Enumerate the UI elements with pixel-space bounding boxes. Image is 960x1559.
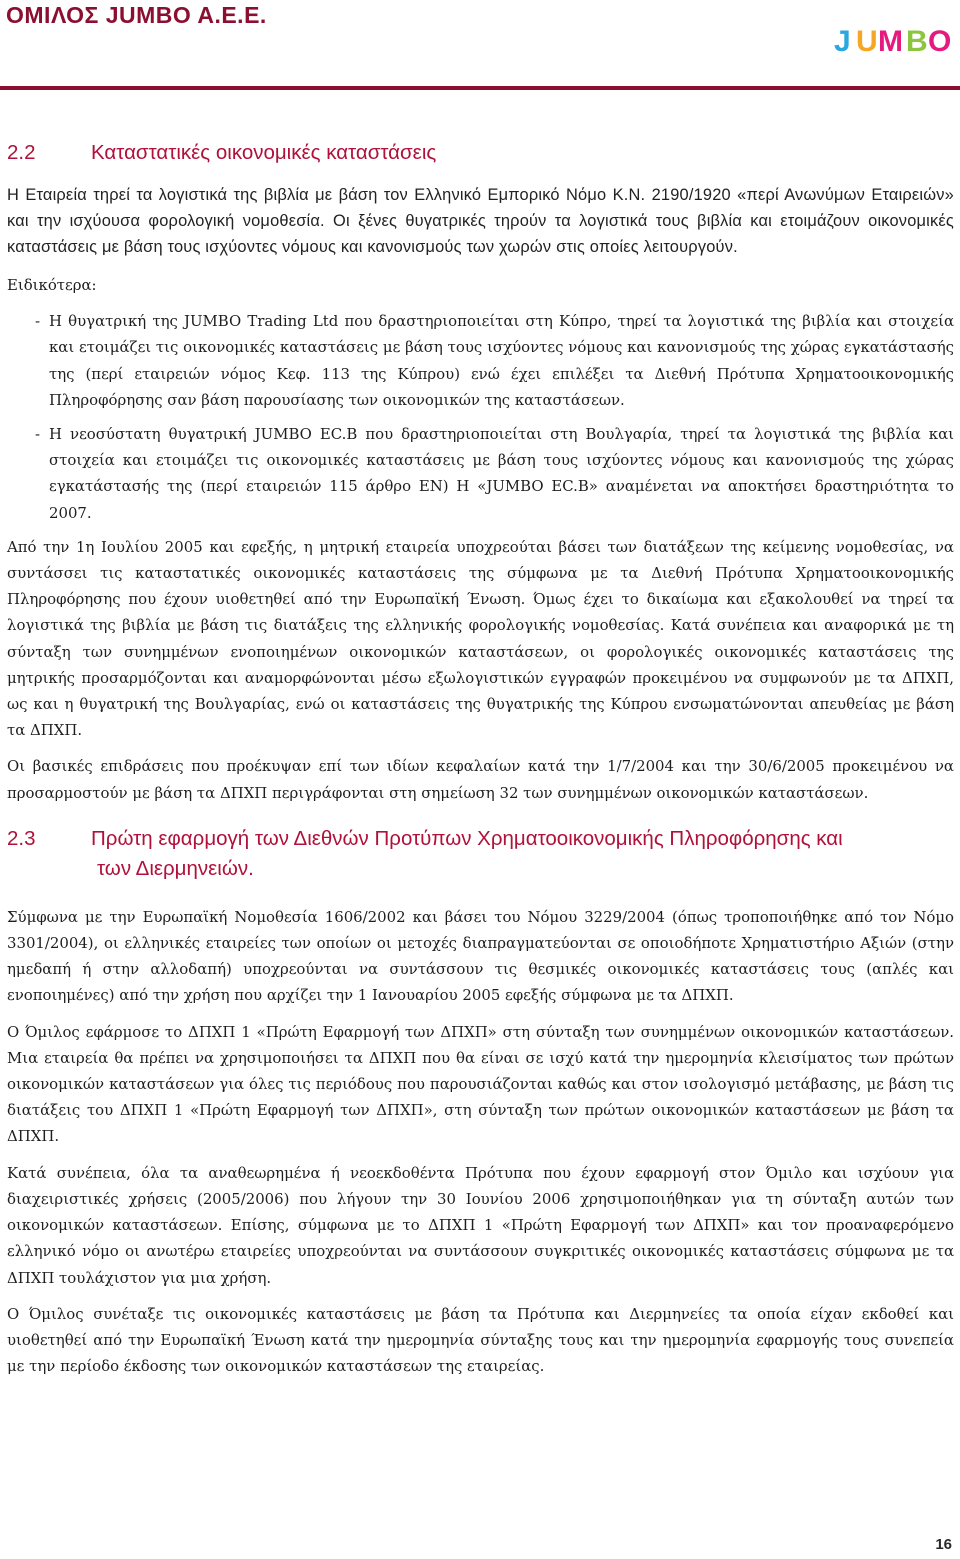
logo-letter-m: M: [878, 25, 903, 56]
paragraph-body: Κατά συνέπεια, όλα τα αναθεωρημένα ή νεοεκδοθέντα Πρότυπα που έχουν εφαρμογή στον Όμιλο και ισχύουν για διαχειριστικές χρήσεις (2005/2006) που λήγουν την 30 Ιουνίου 2006 χρησιμοποιήθηκαν για τη σύνταξη αυτών των οικονομικών καταστάσεων. Επίσης, σύμφωνα με το ΔΠΧΠ 1 «Πρώτη Εφαρμογή των ΔΠΧΠ» και τον προαναφερόμενο ελληνικό νόμο οι ανωτέρω εταιρείες υποχρεούνται να συντάσσουν συγκριτικές οικονομικές καταστάσεις σύμφωνα με τα ΔΠΧΠ τουλάχιστον για μια χρήση.: [7, 1163, 954, 1287]
paragraph-intro: Η Εταιρεία τηρεί τα λογιστικά της βιβλία με βάση τον Ελληνικό Εμπορικό Νόμο Κ.Ν. 2190/1920 «περί Ανωνύμων Εταιρειών» και την ισχύουσα φορολογική νομοθεσία. Οι ξένες θυγατρικές τηρούν τα λογιστικά τους βιβλία και ετοιμάζουν οικονομικές καταστάσεις με βάση τους ισχύοντες νόμους και κανονισμούς των χωρών στις οποίες λειτουργούν.: [7, 186, 954, 256]
bullet-item: [7, 421, 954, 526]
bullet-dash: -: [35, 425, 41, 444]
section-number: 2.2: [7, 141, 36, 164]
section-title: [91, 824, 954, 884]
company-name: ΟΜΙΛΟΣ JUMBO A.E.E.: [6, 2, 267, 28]
section-title-line-1: Πρώτη εφαρμογή των Διεθνών Προτύπων Χρηματοοικονομικής Πληροφόρησης και: [91, 826, 843, 850]
paragraph-specifically: Ειδικότερα:: [7, 276, 97, 294]
logo-letter-u: U: [856, 25, 878, 56]
bullet-item: [7, 308, 954, 413]
section-heading-2-3: [7, 824, 954, 884]
bullet-dash: -: [35, 312, 41, 331]
header-divider: [0, 86, 960, 90]
logo-letter-o: O: [928, 25, 952, 56]
paragraph-body: Ο Όμιλος συνέταξε τις οικονομικές καταστάσεις με βάση τα Πρότυπα και Διερμηνείες τα οποία είχαν εκδοθεί και υιοθετηθεί από την Ευρωπαϊκή Ένωση κατά την ημερομηνία σύνταξης τους και την ημερομηνία εφαρμογής τους συνεπεία με την περίοδο έκδοσης των οικονομικών καταστάσεων της εταιρείας.: [7, 1304, 954, 1376]
paragraph-body: Από την 1η Ιουλίου 2005 και εφεξής, η μητρική εταιρεία υποχρεούται βάσει των διατάξεων της κείμενης νομοθεσίας, να συντάσσει τις καταστατικές οικονομικές καταστάσεις της σύμφωνα με τα Διεθνή Πρότυπα Χρηματοοικονομικής Πληροφόρησης που έχουν υιοθετηθεί από την Ευρωπαϊκή Ένωση. Όμως έχει το δικαίωμα και εξακολουθεί να τηρεί τα λογιστικά της βιβλία με βάση τις διατάξεις της ελληνικής φορολογικής νομοθεσίας. Κατά συνέπεια και αναφορικά με τη σύνταξη των συνημμένων ενοποιημένων οικονομικών καταστάσεων, οι φορολογικές οικονομικές καταστάσεις της μητρικής προσαρμόζονται και αναμορφώνονται μέσω εξωλογιστικών εγγραφών προκειμένου να συμφωνούν με τα ΔΠΧΠ, ως και η θυγατρική της Βουλγαρίας, ενώ οι καταστάσεις της θυγατρικής της Κύπρου ενσωματώνονται απευθείας με βάση τα ΔΠΧΠ.: [7, 537, 954, 740]
jumbo-logo: [832, 22, 954, 56]
bullet-text: Η νεοσύστατη θυγατρική JUMBO EC.B που δραστηριοποιείται στη Βουλγαρία, τηρεί τα λογιστικά της βιβλία και στοιχεία και ετοιμάζει τις οικονομικές καταστάσεις με βάση τους ισχύοντες νόμους και κανονισμούς της χώρας εγκατάστασής της (περί εταιρειών 115 άρθρο ΕΝ) Η «JUMBO EC.B» αναμένεται να αποκτήσει δραστηριότητα το 2007.: [49, 425, 954, 522]
paragraph-body: Ο Όμιλος εφάρμοσε το ΔΠΧΠ 1 «Πρώτη Εφαρμογή των ΔΠΧΠ» στη σύνταξη των συνημμένων οικονομικών καταστάσεων. Μια εταιρεία θα πρέπει να χρησιμοποιήσει τα ΔΠΧΠ που θα είναι σε ισχύ κατά την ημερομηνία κλεισίματος των πρώτων οικονομικών καταστάσεων για όλες τις περιόδους που παρουσιάζονται καθώς και στον ισολογισμό μετάβασης, με βάση τις διατάξεις του ΔΠΧΠ 1 «Πρώτη Εφαρμογή των ΔΠΧΠ», στη σύνταξη των πρώτων οικονομικών καταστάσεων με βάση τα ΔΠΧΠ.: [7, 1022, 954, 1146]
logo-letter-b: B: [906, 25, 928, 56]
section-title-line-2: των Διερμηνειών.: [97, 856, 254, 880]
paragraph-body: Οι βασικές επιδράσεις που προέκυψαν επί των ιδίων κεφαλαίων κατά την 1/7/2004 και την 30/6/2005 προκειμένου να προσαρμοστούν με βάση τα ΔΠΧΠ περιγράφονται στη σημείωση 32 των συνημμένων οικονομικών καταστάσεων.: [7, 757, 954, 802]
section-title: Καταστατικές οικονομικές καταστάσεις: [91, 141, 437, 164]
page-content: [7, 138, 954, 1379]
page-header: [0, 0, 960, 92]
paragraph-body: Σύμφωνα με την Ευρωπαϊκή Νομοθεσία 1606/2002 και βάσει του Νόμου 3229/2004 (όπως τροποποιήθηκε από τον Νόμο 3301/2004), οι ελληνικές εταιρείες των οποίων οι μετοχές διαπραγματεύονται σε οποιοδήποτε Χρηματιστήριο Αξιών (στην ημεδαπή ή στην αλλοδαπή) υποχρεούνται να συντάσσουν τις θεσμικές οικονομικές καταστάσεις τους (απλές και ενοποιημένες) από την χρήση που αρχίζει την 1 Ιανουαρίου 2005 εφεξής σύμφωνα με τα ΔΠΧΠ.: [7, 907, 954, 1005]
bullet-text: Η θυγατρική της JUMBO Trading Ltd που δραστηριοποιείται στη Κύπρο, τηρεί τα λογιστικά της βιβλία και στοιχεία και ετοιμάζει τις οικονομικές καταστάσεις με βάση τους ισχύοντες νόμους και κανονισμούς της χώρας εγκατάστασής της (περί εταιρειών νόμος Κεφ. 113 της Κύπρου) ενώ έχει επιλέξει τα Διεθνή Πρότυπα Χρηματοοικονομικής Πληροφόρησης σαν βάση παρουσίασης των οικονομικών της καταστάσεων.: [49, 312, 954, 409]
section-number: 2.3: [7, 826, 36, 850]
logo-letter-j: J: [834, 25, 851, 56]
section-heading-2-2: [7, 138, 954, 168]
page-number: 16: [935, 1536, 952, 1553]
